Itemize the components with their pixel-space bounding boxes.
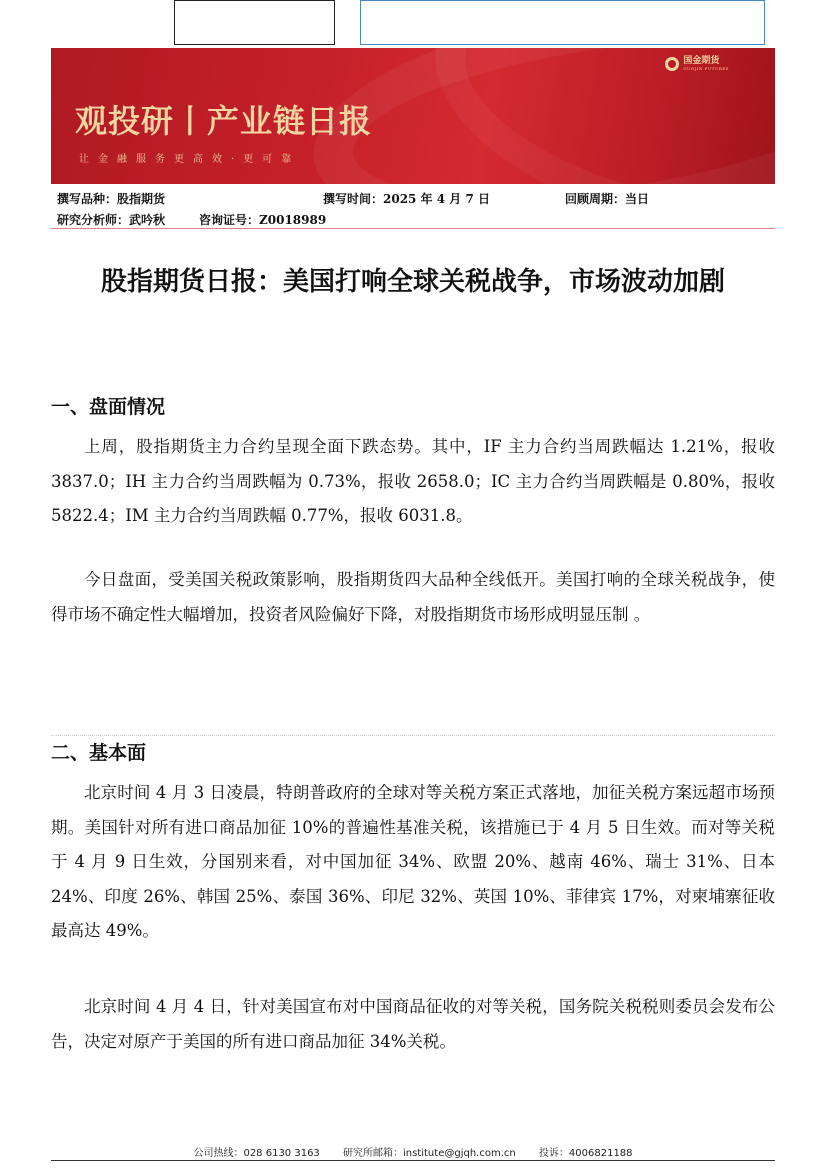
section-heading-market: 一、盘面情况	[51, 396, 166, 418]
paragraph-market-2: 今日盘面，受美国关税政策影响，股指期货四大品种全线低开。美国打响的全球关税战争，使得市场不确定性大幅增加，投资者风险偏好下降，对股指期货市场形成明显压制 。	[51, 570, 775, 624]
meta-variety: 撰写品种：股指期货	[57, 192, 166, 206]
header-box-right	[360, 0, 765, 45]
logo-mark-icon	[665, 57, 679, 71]
footer-email: 研究所邮箱：institute@gjqh.com.cn	[342, 1148, 516, 1159]
meta-analyst: 研究分析师：武吟秋	[57, 213, 166, 227]
meta-period: 回顾周期：当日	[565, 192, 650, 206]
footer-divider	[51, 1160, 775, 1161]
banner-slogan: 让金融服务更高效·更可靠	[79, 154, 301, 165]
company-logo	[665, 56, 729, 71]
paragraph-fundamentals-1: 北京时间 4 月 3 日凌晨，特朗普政府的全球对等关税方案正式落地，加征关税方案远超市场预期。美国针对所有进口商品加征 10%的普遍性基准关税，该措施已于 4 月 5 日生效。而对等关税于 4 月 9 日生效，分国别来看，对中国加征 34%、欧盟 20%、越南 46%、瑞士 31%、日本 24%、印度 26%、韩国 25%、泰国 36%、印尼 32%、英国 10%、菲律宾 17%，对柬埔寨征收最高达 49%。	[51, 783, 775, 940]
logo-text: 国金期货	[683, 56, 720, 66]
report-banner	[51, 48, 775, 184]
footer-complaint: 投诉：4006821188	[538, 1148, 633, 1159]
banner-title: 观投研丨产业链日报	[75, 102, 373, 140]
meta-license: 咨询证号：Z0018989	[199, 213, 327, 227]
meta-time: 撰写时间：2025 年 4 月 7 日	[323, 192, 490, 206]
paragraph-market-1: 上周，股指期货主力合约呈现全面下跌态势。其中，IF 主力合约当周跌幅达 1.21%，报收 3837.0；IH 主力合约当周跌幅为 0.73%，报收 2658.0；IC 主力合约当周跌幅是 0.80%，报收 5822.4；IM 主力合约当周跌幅 0.77%，报收 6031.8。	[51, 437, 775, 525]
section-divider	[51, 735, 775, 736]
meta-divider	[51, 228, 775, 229]
logo-subtext: GUOJIN FUTURES	[683, 66, 729, 71]
footer-hotline: 公司热线：028 6130 3163	[193, 1148, 320, 1159]
report-title: 股指期货日报：美国打响全球关税战争，市场波动加剧	[100, 267, 725, 297]
section-heading-fundamentals: 二、基本面	[51, 742, 147, 764]
paragraph-fundamentals-2: 北京时间 4 月 4 日，针对美国宣布对中国商品征收的对等关税，国务院关税税则委员会发布公告，决定对原产于美国的所有进口商品加征 34%关税。	[51, 997, 775, 1051]
page-footer	[51, 1144, 775, 1159]
header-box-left	[174, 0, 335, 45]
